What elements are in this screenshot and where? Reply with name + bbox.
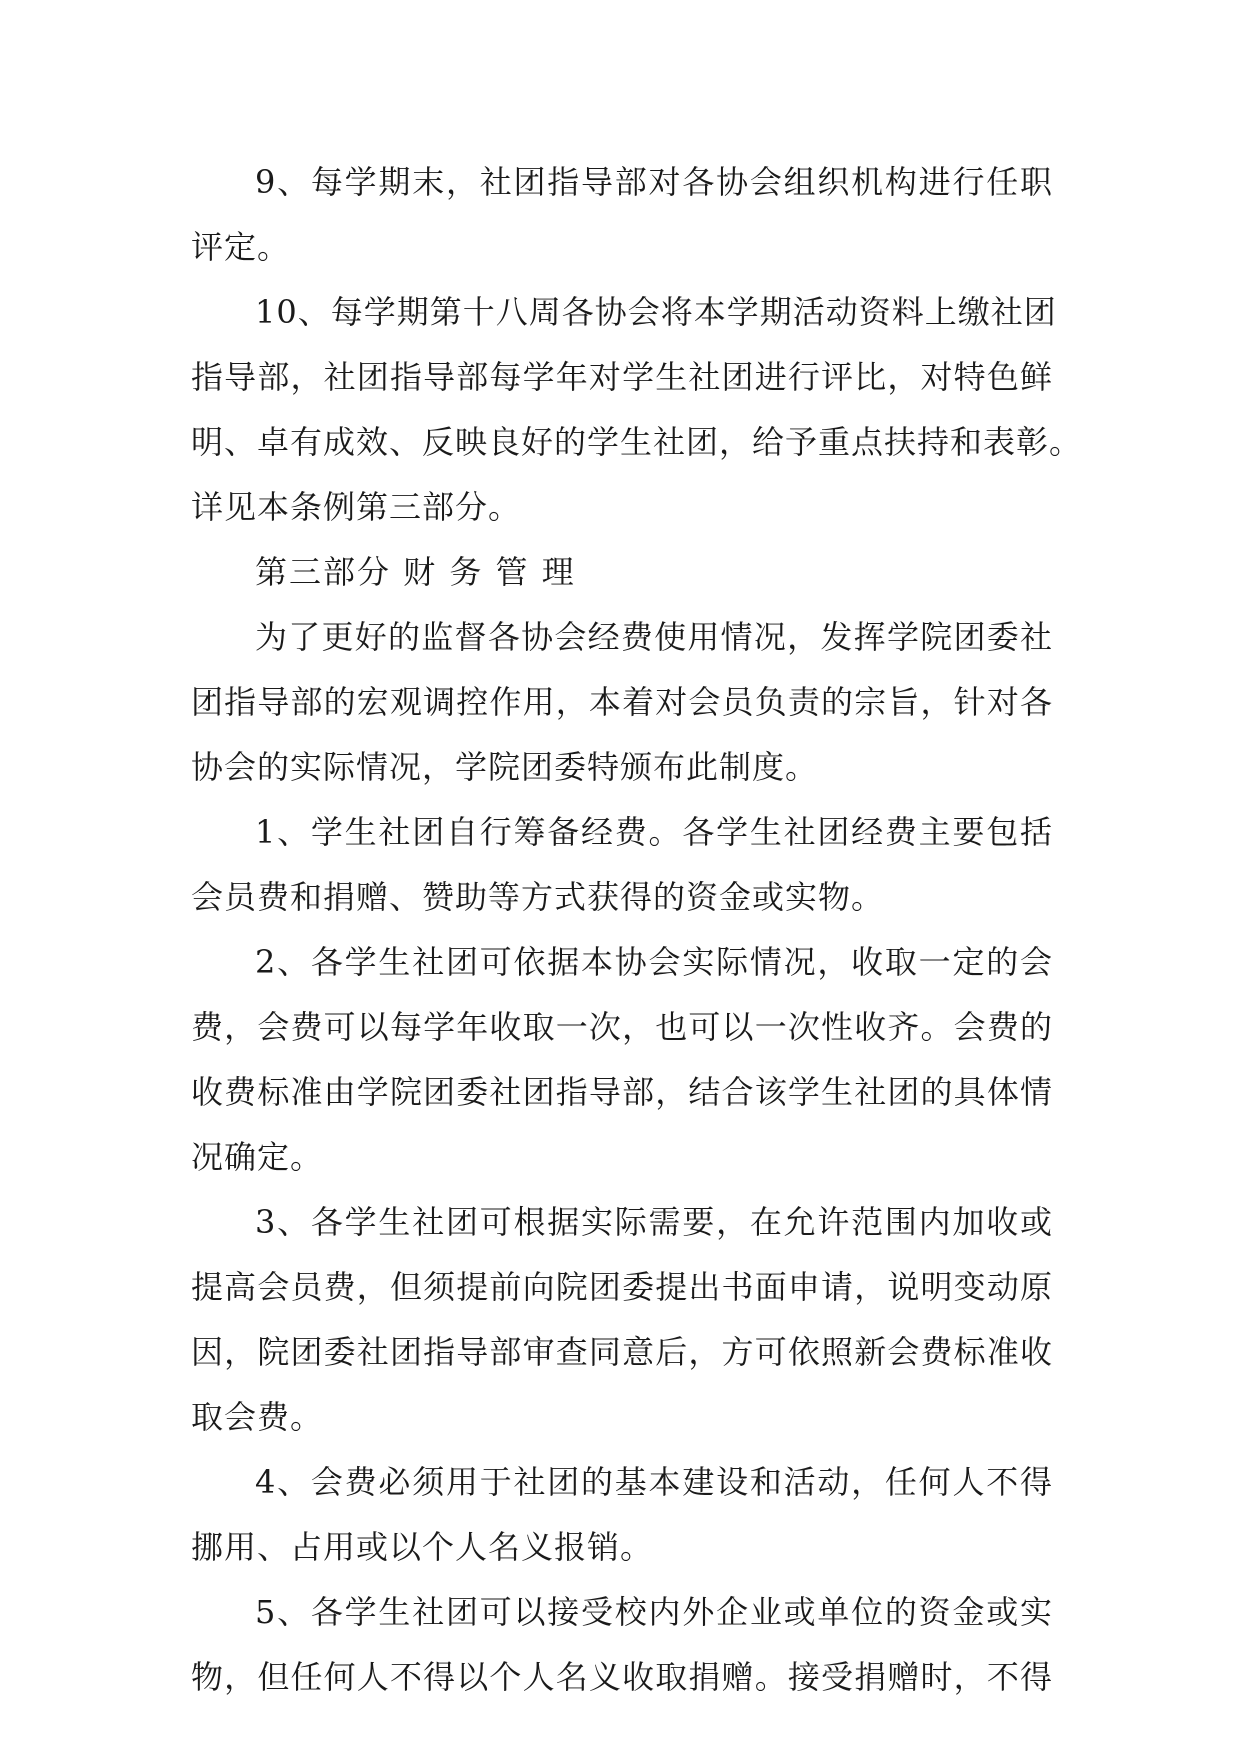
text-line: 为了更好的监督各协会经费使用情况，发挥学院团委社	[255, 618, 1053, 656]
paragraph-item-3	[191, 1190, 1053, 1450]
text-line: 团指导部的宏观调控作用，本着对会员负责的宗旨，针对各	[191, 683, 1053, 721]
text-line: 提高会员费，但须提前向院团委提出书面申请，说明变动原	[191, 1268, 1053, 1306]
text-line: 挪用、占用或以个人名义报销。	[191, 1528, 654, 1566]
text-line: 5、各学生社团可以接受校内外企业或单位的资金或实	[255, 1593, 1053, 1631]
paragraph-intro	[191, 605, 1053, 800]
text-line: 取会费。	[191, 1398, 324, 1436]
text-line: 收费标准由学院团委社团指导部，结合该学生社团的具体情	[191, 1073, 1053, 1111]
text-line: 3、各学生社团可根据实际需要，在允许范围内加收或	[255, 1203, 1053, 1241]
paragraph-item-1	[191, 800, 1053, 930]
paragraph-9	[191, 150, 1053, 280]
text-line: 物，但任何人不得以个人名义收取捐赠。接受捐赠时，不得	[191, 1658, 1053, 1696]
text-line: 评定。	[191, 228, 291, 266]
text-line: 1、学生社团自行筹备经费。各学生社团经费主要包括	[255, 813, 1053, 851]
text-line: 10、每学期第十八周各协会将本学期活动资料上缴社团	[255, 293, 1057, 331]
paragraph-item-4	[191, 1450, 1053, 1580]
text-line: 费，会费可以每学年收取一次，也可以一次性收齐。会费的	[191, 1008, 1053, 1046]
section-heading: 第三部分 财 务 管 理	[255, 553, 576, 591]
text-line: 4、会费必须用于社团的基本建设和活动，任何人不得	[255, 1463, 1053, 1501]
text-line: 详见本条例第三部分。	[191, 488, 522, 526]
section-title-finance	[191, 540, 1053, 605]
text-line: 明、卓有成效、反映良好的学生社团，给予重点扶持和表彰。	[191, 423, 1083, 461]
paragraph-item-2	[191, 930, 1053, 1190]
text-line: 会员费和捐赠、赞助等方式获得的资金或实物。	[191, 878, 885, 916]
text-line: 协会的实际情况，学院团委特颁布此制度。	[191, 748, 819, 786]
document-page	[191, 150, 1083, 1710]
text-line: 况确定。	[191, 1138, 324, 1176]
text-line: 2、各学生社团可依据本协会实际情况，收取一定的会	[255, 943, 1053, 981]
paragraph-10	[191, 280, 1083, 540]
text-line: 9、每学期末，社团指导部对各协会组织机构进行任职	[255, 163, 1053, 201]
text-line: 因，院团委社团指导部审查同意后，方可依照新会费标准收	[191, 1333, 1053, 1371]
paragraph-item-5	[191, 1580, 1053, 1710]
text-line: 指导部，社团指导部每学年对学生社团进行评比，对特色鲜	[191, 358, 1053, 396]
